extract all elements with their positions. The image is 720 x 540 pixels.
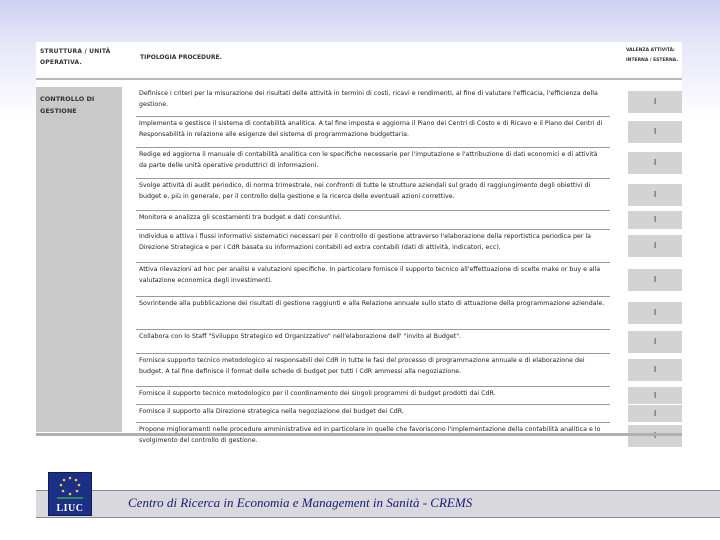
row-description: Monitora e analizza gli scostamenti tra budget e dati consuntivi. <box>139 214 342 221</box>
header-divider <box>36 78 682 80</box>
table-row <box>136 117 682 148</box>
table-row <box>136 423 682 444</box>
table-row <box>136 211 682 230</box>
unit-label: CONTROLLO DI GESTIONE <box>40 95 95 115</box>
table-bottom-border <box>36 433 682 436</box>
row-scope-value: I <box>628 152 682 174</box>
header-procedure-type: TIPOLOGIA PROCEDURE. <box>140 54 222 61</box>
row-description: Svolge attività di audit periodico, di norma trimestrale, nei confronti di tutte le strutture aziendali sul grado di raggiungimento degli obiettivi di budget e, più in generale, per il controllo della gestione e la ricerca delle eventuali azioni correttive. <box>139 182 591 200</box>
row-scope-value: I <box>628 269 682 291</box>
row-description: Fornisce il supporto alla Direzione strategica nella negoziazione dei budget dei CdR. <box>139 408 404 415</box>
row-scope-value: I <box>628 211 682 229</box>
row-description: Sovrintende alla pubblicazione dei risultati di gestione raggiunti e alla Relazione annuale sullo stato di attuazione della programmazione aziendale. <box>139 300 605 307</box>
stars-ring-icon <box>49 473 91 503</box>
footer-text: Centro di Ricerca in Economia e Management in Sanità - CREMS <box>128 495 473 510</box>
row-description: Fornisce supporto tecnico metodologico ai responsabili dei CdR in tutte le fasi del processo di programmazione annuale e di elaborazione dei budget. A tal fine definisce il format delle schede di budget per tutti i CdR ammessi alla negoziazione. <box>139 357 585 375</box>
row-scope-value: I <box>628 387 682 404</box>
table-row <box>136 179 682 211</box>
row-description: Collabora con lo Staff "Sviluppo Strategico ed Organizzativo" nell'elaborazione dell' "invito al Budget". <box>139 333 462 340</box>
row-scope-value: I <box>628 91 682 113</box>
table-row <box>136 263 682 297</box>
row-scope-value: I <box>628 359 682 381</box>
row-scope-value: I <box>628 302 682 324</box>
table-row <box>136 330 682 354</box>
row-description: Individua e attiva i flussi informativi sistematici necessari per il controllo di gestione attraverso l'elaborazione della reportistica periodica per la Direzione Strategica e per i CdR basata su informazioni contabili ed extra contabili (dati di attività, indicatori, ecc). <box>139 233 592 251</box>
unit-cell <box>36 87 122 432</box>
table-row <box>136 387 682 405</box>
table-row <box>136 405 682 423</box>
liuc-logo <box>48 472 92 516</box>
header-structure-unit: STRUTTURA / UNITÀ OPERATIVA. <box>40 48 111 66</box>
row-scope-value: I <box>628 184 682 206</box>
header-activity-scope <box>626 46 682 66</box>
table-row <box>136 148 682 179</box>
table-row <box>136 354 682 387</box>
table-row <box>136 297 682 330</box>
header-activity-scope-line2: INTERNA / ESTERNA. <box>626 58 679 63</box>
row-description: Implementa e gestisce il sistema di contabilità analitica. A tal fine imposta e aggiorna il Piano dei Centri di Costo e di Ricavo e il Piano dei Centri di Responsabilità in relazione alle esigenze del sistema di programmazione budgettaria. <box>139 120 603 138</box>
row-description: Propone miglioramenti nelle procedure amministrative ed in particolare in quelle che favoriscono l'implementazione della contabilità analitica e lo svolgimento del controllo di gestione. <box>139 426 601 444</box>
row-scope-value <box>628 425 682 447</box>
row-description: Redige ed aggiorna il manuale di contabilità analitica con le specifiche necessarie per l'imputazione e l'attribuzione di dati economici e di attività da parte delle unità operative produttrici di informazioni. <box>139 151 598 169</box>
row-description: Fornisce il supporto tecnico metodologico per il coordinamento dei singoli programmi di budget prodotti dai CdR. <box>139 390 496 397</box>
row-scope-value: I <box>628 121 682 143</box>
row-scope-value: I <box>628 405 682 422</box>
row-scope-value: I <box>628 331 682 353</box>
procedure-table <box>36 42 682 444</box>
table-row <box>136 230 682 263</box>
row-scope-value: I <box>628 235 682 257</box>
row-description: Attiva rilevazioni ad hoc per analisi e valutazioni specifiche. In particolare fornisce il supporto tecnico all'effettuazione di scelte make or buy e alla valutazione economica degli investimenti. <box>139 266 601 284</box>
header-activity-scope-line1: VALENZA ATTIVITÀ: <box>626 48 675 53</box>
table-row <box>136 87 682 117</box>
logo-text: LIUC <box>56 503 84 514</box>
row-description: Definisce i criteri per la misurazione dei risultati delle attività in termini di costi, ricavi e rendimenti, al fine di valutare l'efficacia, l'efficienza della gestione. <box>139 90 598 108</box>
